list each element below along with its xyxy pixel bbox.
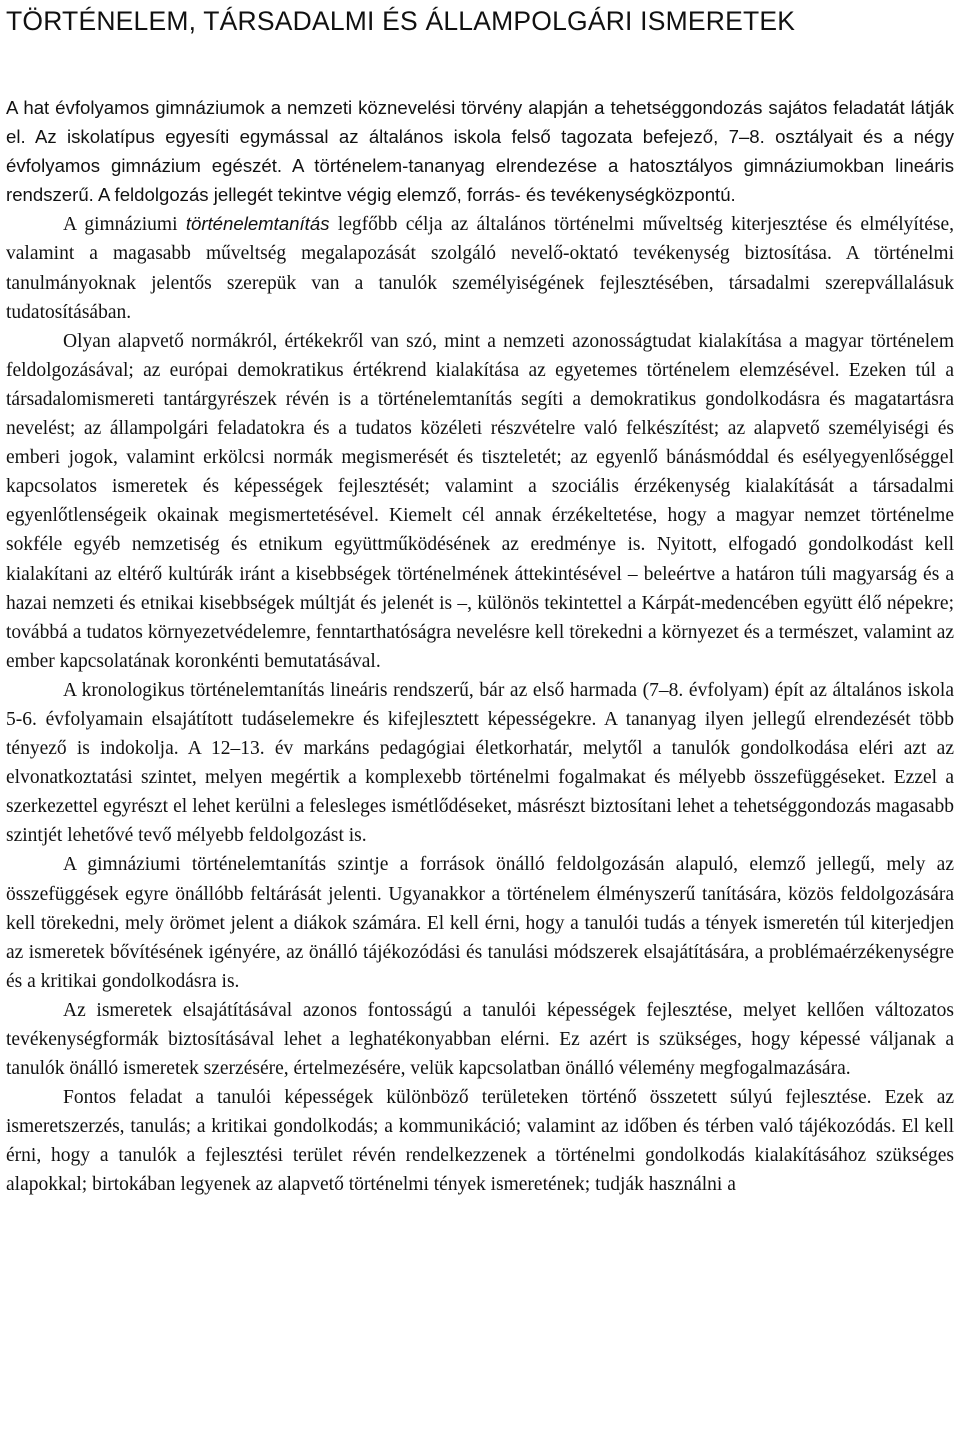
paragraph-goals-italic-b: tanítás bbox=[273, 213, 330, 235]
page-title: TÖRTÉNELEM, TÁRSADALMI ÉS ÁLLAMPOLGÁRI ISMERETEK bbox=[6, 6, 796, 36]
paragraph-skills: Az ismeretek elsajátításával azonos fontosságú a tanulói képességek fejlesztése, melyet kellően változatos tevékenységformák biztosításával lehet a leghatékonyabban elérni. Ez azért is szükséges, hogy képessé váljanak a tanulók önálló ismeretek szerzésére, értelmezésére, velük kapcsolatban önálló vélemény megfogalmazására. bbox=[6, 999, 954, 1080]
paragraph-goals bbox=[6, 209, 954, 326]
paragraph-goals-start: A gimnáziumi bbox=[63, 214, 186, 236]
paragraph-intro: A hat évfolyamos gimnáziumok a nemzeti köznevelési törvény alapján a tehetséggondozás sajátos feladatát látják el. Az iskolatípus egyesíti egymással az általános iskola felső tagozata befejező, 7–8. osztályait és a négy évfolyamos gimnázium egészét. A történelem-tananyag elrendezése a hatosztályos gimnáziumokban lineáris rendszerű. A feldolgozás jellegét tekintve végig elemző, forrás- és tevékenységközpontú. bbox=[6, 97, 954, 206]
paragraph-goals-italic-a: történelem bbox=[185, 213, 274, 235]
paragraph-level: A gimnáziumi történelemtanítás szintje a források önálló feldolgozásán alapuló, elemző jellegű, mely az összefüggések egyre önállóbb feltárását jelenti. Ugyanakkor a történelem élményszerű tanítására, közös feldolgozására kell törekedni, mely örömet jelent a diákok számára. El kell érni, hogy a tanulói tudás a tények ismeretén túl kiterjedjen az ismeretek bővítésének igényére, az önálló tájékozódási és tanulási módszerek elsajátítására, a problémaérzékenységre és a kritikai gondolkodásra is. bbox=[6, 854, 954, 992]
document-page bbox=[6, 0, 954, 1200]
paragraph-tasks: Fontos feladat a tanulói képességek különböző területeken történő összetett súlyú fejlesztése. Ezek az ismeretszerzés, tanulás; a kritikai gondolkodás; a kommunikáció; valamint az időben és térben való tájékozódás. El kell érni, hogy a tanulók a fejlesztési terület révén rendelkezzenek a történelmi gondolkodás kialakításához szükséges alapokkal; birtokában legyenek az alapvető történelmi tények ismeretének; tudják használni a bbox=[6, 1087, 954, 1196]
paragraph-goals-rest: legfőbb célja az általános történelmi műveltség kiterjesztése és elmélyítése, valamint a magasabb műveltség megalapozását szolgáló nevelő-oktató tevékenység biztosítása. A történelmi tanulmányoknak jelentős szerepük van a tanulók személyiségének fejlesztésében, társadalmi szerepvállalásuk tudatosításában. bbox=[6, 214, 955, 323]
paragraph-chronology: A kronologikus történelemtanítás lineáris rendszerű, bár az első harmada (7–8. évfolyam) épít az általános iskola 5-6. évfolyamain elsajátított tudáselemekre és kifejlesztett képességekre. A tananyag ilyen jellegű elrendezését több tényező is indokolja. A 12–13. év markáns pedagógiai életkorhatár, melytől a tanulók gondolkodása eléri azt az elvonatkoztatási szintet, melyen megértik a komplexebb történelmi fogalmakat és mélyebb összefüggéseket. Ezzel a szerkezettel egyrészt el lehet kerülni a felesleges ismétlődéseket, másrészt biztosítani lehet a tehetséggondozás magasabb szintjét lehetővé tevő mélyebb feldolgozást is. bbox=[6, 679, 954, 847]
paragraph-values: Olyan alapvető normákról, értékekről van szó, mint a nemzeti azonosságtudat kialakítása a magyar történelem feldolgozásával; az európai demokratikus értékrend kialakítása az egyetemes történelem elemzésével. Ezeken túl a társadalomismereti tantárgyrészek révén is a történelemtanítás segíti a demokratikus gondolkodásra és magatartásra nevelést; az állampolgári feladatokra és a tudatos közéleti részvételre való felkészítést; az alapvető személyiségi és emberi jogok, valamint erkölcsi normák megismerését és tiszteletét; az egyenlő bánásmóddal és esélyegyenlőséggel kapcsolatos ismeretek és képességek fejlesztését; valamint a szociális érzékenység kialakítását a társadalmi egyenlőtlenségeik okainak megismertetésével. Kiemelt cél annak érzékeltetése, hogy a magyar nemzet történelme sokféle egyéb nemzetiség és etnikum együttműködésének az eredménye is. Nyitott, elfogadó gondolkodást kell kialakítani az eltérő kultúrák iránt a kisebbségek történelmének áttekintésével – beleértve a határon túli magyarság és a hazai nemzeti és etnikai kisebbségek múltját és jelenét is –, különös tekintettel a Kárpát-medencében együtt élő népekre; továbbá a tudatos környezetvédelemre, fenntarthatóságra nevelésre kell törekedni a környezet és a természet, valamint az ember kapcsolatának koronkénti bemutatásával. bbox=[6, 330, 954, 672]
